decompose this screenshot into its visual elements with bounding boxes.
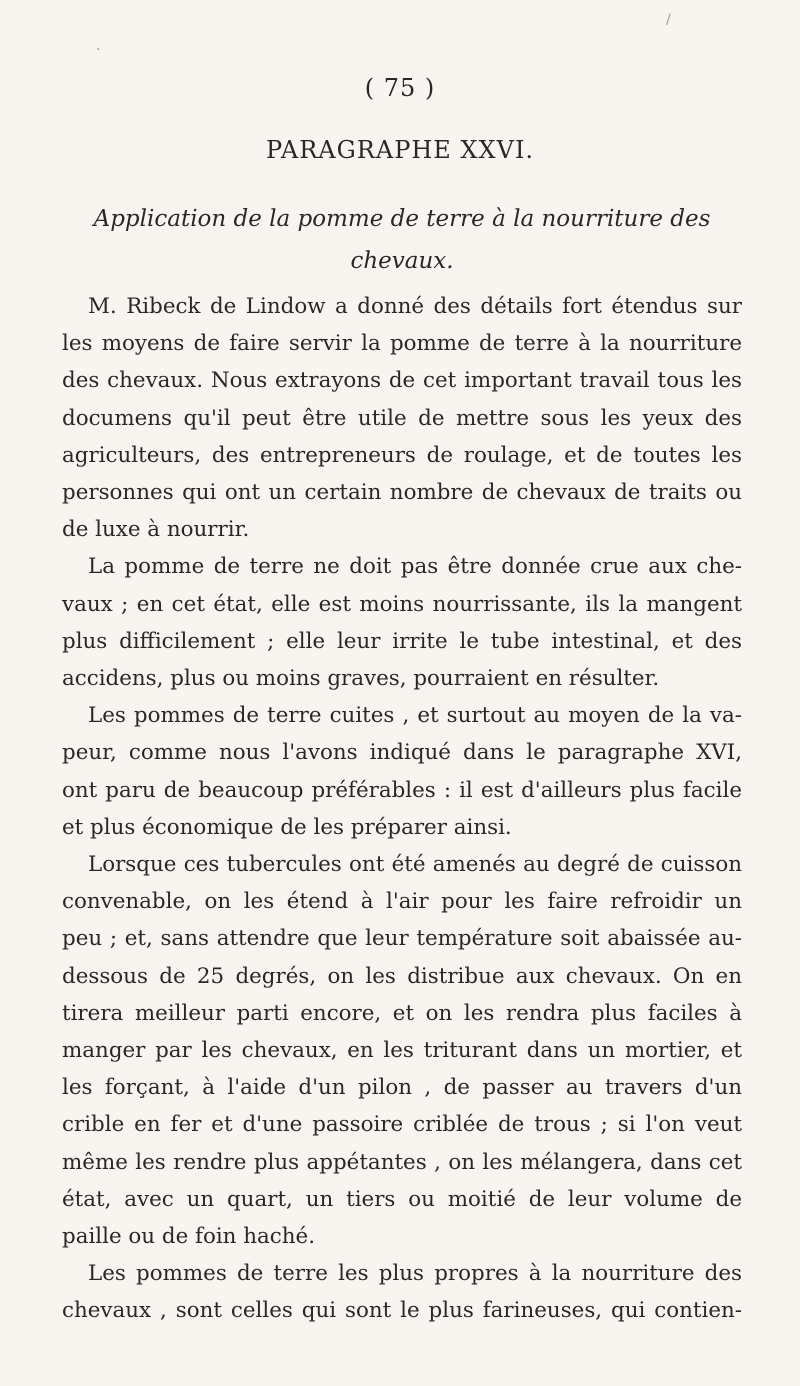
- text-line: M. Ribeck de Lindow a donné des détails fort étendus sur: [88, 294, 742, 319]
- text-line: crible en fer et d'une passoire criblée de trous ; si l'on veut: [62, 1112, 742, 1138]
- subtitle-line-2: chevaux.: [350, 248, 454, 274]
- text-line: de luxe à nourrir.: [62, 517, 250, 543]
- paragraph-2: [62, 548, 742, 697]
- section-subtitle: [62, 198, 742, 282]
- page-number: ( 75 ): [364, 74, 436, 102]
- text-line: Lorsque ces tubercules ont été amenés au degré de cuisson: [88, 852, 742, 878]
- text-line: paille ou de foin haché.: [62, 1224, 315, 1250]
- text-line: documens qu'il peut être utile de mettre sous les yeux des: [62, 405, 742, 431]
- paragraph-1: [62, 288, 742, 548]
- text-line: les forçant, à l'aide d'un pilon , de passer au travers d'un: [62, 1075, 742, 1101]
- text-line: agriculteurs, des entrepreneurs de roulage, et de toutes les: [62, 442, 742, 468]
- text-line: des chevaux. Nous extrayons de cet important travail tous les: [62, 368, 742, 394]
- subtitle-line-1: Application de la pomme de terre à la nourriture des: [93, 206, 711, 232]
- text-line: tirera meilleur parti encore, et on les rendra plus faciles à: [62, 1000, 742, 1026]
- text-line: plus difficilement ; elle leur irrite le tube intestinal, et des: [62, 628, 742, 654]
- text-line: les moyens de faire servir la pomme de terre à la nourriture: [62, 331, 742, 357]
- paper-speck: /: [666, 12, 671, 28]
- section-heading: PARAGRAPHE XXVI.: [265, 136, 535, 164]
- paragraph-5: [62, 1255, 742, 1329]
- text-line: manger par les chevaux, en les triturant dans un mortier, et: [62, 1038, 742, 1064]
- paragraph-3: [62, 697, 742, 846]
- text-line: convenable, on les étend à l'air pour les faire refroidir un: [62, 889, 742, 915]
- text-line: état, avec un quart, un tiers ou moitié de leur volume de: [62, 1186, 742, 1212]
- text-line: peur, comme nous l'avons indiqué dans le paragraphe XVI,: [62, 740, 742, 766]
- text-line: vaux ; en cet état, elle est moins nourrissante, ils la mangent: [62, 591, 742, 617]
- text-line: Les pommes de terre les plus propres à la nourriture des: [88, 1261, 742, 1287]
- text-line: peu ; et, sans attendre que leur température soit abaissée au-: [62, 926, 742, 952]
- text-line: même les rendre plus appétantes , on les mélangera, dans cet: [62, 1149, 742, 1175]
- text-line: personnes qui ont un certain nombre de chevaux de traits ou: [62, 480, 742, 506]
- text-line: Les pommes de terre cuites , et surtout au moyen de la va-: [88, 703, 742, 729]
- text-line: La pomme de terre ne doit pas être donnée crue aux che-: [88, 554, 742, 580]
- text-line: et plus économique de les préparer ainsi.: [62, 814, 512, 840]
- text-line: accidens, plus ou moins graves, pourraient en résulter.: [62, 666, 660, 692]
- text-line: chevaux , sont celles qui sont le plus farineuses, qui contien-: [62, 1298, 742, 1324]
- text-line: ont paru de beaucoup préférables : il est d'ailleurs plus facile: [62, 777, 742, 803]
- paragraph-4: [62, 846, 742, 1255]
- body-text: [62, 288, 742, 1330]
- paper-speck: ·: [96, 42, 101, 58]
- text-line: dessous de 25 degrés, on les distribue aux chevaux. On en: [62, 963, 742, 989]
